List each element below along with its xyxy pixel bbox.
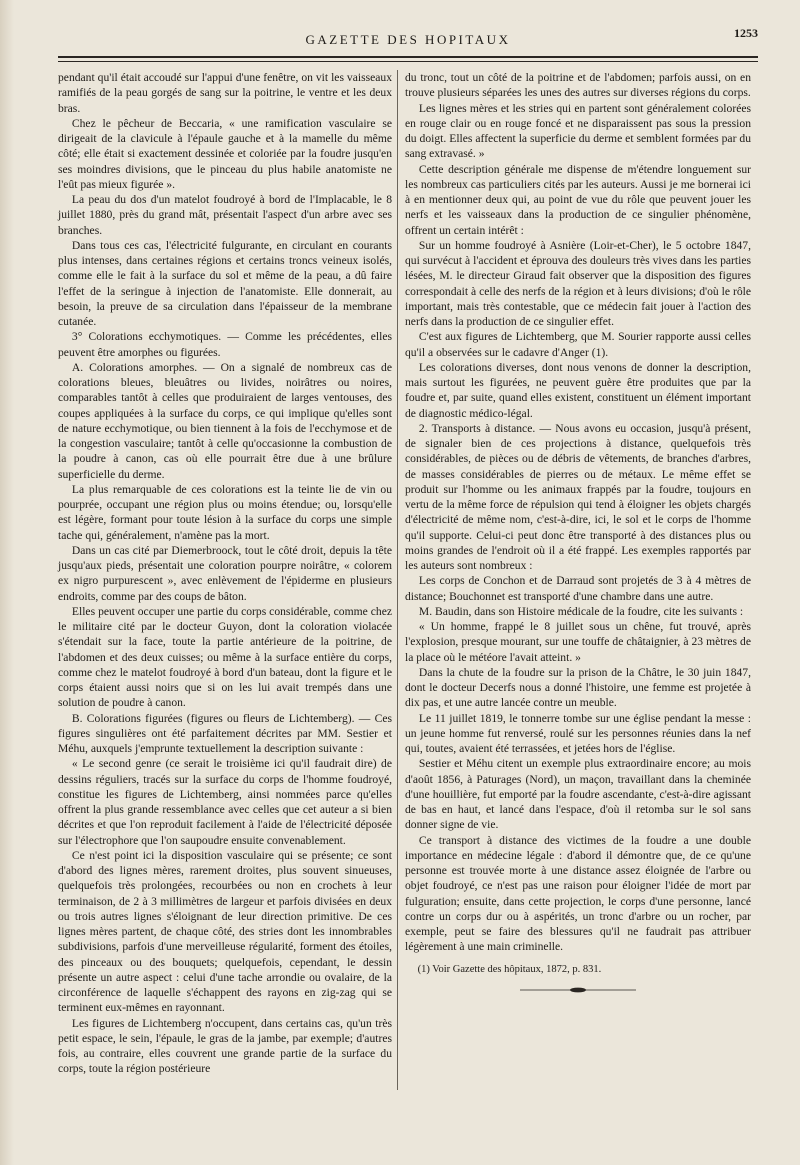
paragraph: Le 11 juillet 1819, le tonnerre tombe sur une église pendant la messe : un jeune homme fut renversé, roulé sur les personnes réunies dans la nef qui, toutes, avaient été terrassées, et jetées hors de l'église. bbox=[405, 711, 751, 755]
paragraph: Ce n'est point ici la disposition vasculaire qui se présente; ce sont d'abord des lignes mères, rarement droites, plus souvent sinueuses, quelquefois très prolongées, recourbées ou non en crochets à leur terminaison, de 2 à 3 millimètres de largeur et parfois divisées en deux ou trois autres lignes s'éloignant de leur direction primitive. De ces lignes mères partent, de chaque côté, des stries dont les innombrables subdivisions, parfois d'une merveilleuse régularité, forment des étoiles, des pinceaux ou des bouquets; quelquefois, cependant, le dessin présente un autre aspect : celui d'une tache arrondie ou ovalaire, de la circonférence de laquelle s'échappent des rayons en zig-zag qui se terminent eux-mêmes en rayonnant. bbox=[58, 848, 392, 1015]
header-rule-thick bbox=[58, 56, 758, 58]
paragraph: « Le second genre (ce serait le troisième ici qu'il faudrait dire) de dessins réguliers, tracés sur la surface du corps de l'homme foudroyé, constitue les figures de Lichtemberg, ainsi nommées parce qu'elles offrent la plus grande ressemblance avec celles que cet auteur a si bien décrites et que l'on reproduit facilement à l'aide de l'électricité déposée sur l'électrophore que l'on saupoudre ensuite convenablement. bbox=[58, 757, 392, 847]
paragraph: La peau du dos d'un matelot foudroyé à bord de l'Implacable, le 8 juillet 1880, près du grand mât, présentait l'aspect d'un arbre avec ses branches. bbox=[58, 193, 392, 237]
paragraph: Chez le pêcheur de Beccaria, « une ramification vasculaire se dirigeait de la clavicule à l'épaule gauche et à la mamelle du même côté; elle était si exactement dessinée et coloriée par la foudre jusqu'en ses moindres divisions, que le pinceau du plus habile anatomiste ne l'eût pas mieux figurée ». bbox=[58, 116, 392, 191]
section-heading-paragraph: 3° Colorations ecchymotiques. — Comme les précédentes, elles peuvent être amorphes ou figurées. bbox=[58, 330, 392, 359]
header-rule-thin bbox=[58, 61, 758, 62]
paragraph: Les lignes mères et les stries qui en partent sont généralement colorées en rouge clair ou en rouge foncé et ne disparaissent pas sous la pression du doigt. Elles affectent la superficie du derme et semblent formées par du sang extravasé. » bbox=[405, 101, 751, 161]
running-title: GAZETTE DES HOPITAUX bbox=[305, 32, 511, 47]
paragraph: Dans un cas cité par Diemerbroock, tout le côté droit, depuis la tête jusqu'aux pieds, présentait une coloration pourpre noirâtre, « colorem ex nigro purpurescent », avec enlèvement de l'épiderme en plusieurs endroits, comme par des coups de bâton. bbox=[58, 543, 392, 603]
section-heading-paragraph: 2. Transports à distance. — Nous avons eu occasion, jusqu'à présent, de signaler bien de ces projections à distance, quelquefois très considérables, de pièces ou de débris de vêtements, de branches d'arbres, de masses considérables de pierres ou de métaux. Le même effet se produit sur l'homme ou les animaux frappés par la foudre, toujours en vertu de la même force de répulsion qui tend à éloigner les objets chargés d'électricité de même nom, c'est-à-dire, ici, le sol et le corps de l'homme qu'il supporte. Celui-ci peut donc être transporté à des distances plus ou moins grandes de l'endroit où il a été frappé. Les exemples rapportés par les auteurs sont nombreux : bbox=[405, 421, 751, 572]
left-column bbox=[58, 70, 392, 1077]
paragraph: pendant qu'il était accoudé sur l'appui d'une fenêtre, on vit les vaisseaux ramifiés de la peau gorgés de sang sur la poitrine, le ventre et les deux bras. bbox=[58, 71, 392, 115]
end-ornament bbox=[518, 985, 638, 995]
paragraph: Dans tous ces cas, l'électricité fulgurante, en circulant en courants plus intenses, dans certaines régions et certains troncs veineux isolés, comme elle le fait à la surface du sol et même de la peau, a dû faire l'effet de la seringue à injection de l'anatomiste. Elle donnerait, au besoin, la preuve de sa circulation dans l'épaisseur de la membrane cutanée. bbox=[58, 238, 392, 328]
paragraph: Les figures de Lichtemberg n'occupent, dans certains cas, qu'un très petit espace, le sein, l'épaule, le gras de la jambe, par exemple; d'autres fois, au contraire, elles couvrent une grande partie de la surface du corps, toute la région postérieure bbox=[58, 1016, 392, 1076]
page-number: 1253 bbox=[734, 26, 758, 40]
paragraph: C'est aux figures de Lichtemberg, que M. Sourier rapporte aussi celles qu'il a observées sur le cadavre d'Anger (1). bbox=[405, 330, 751, 359]
paragraph: Elles peuvent occuper une partie du corps considérable, comme chez le militaire cité par le docteur Guyon, dont la coloration violacée s'étendait sur la face, toute la partie antérieure de la poitrine, de l'abdomen et des deux cuisses; ou même à la surface entière du corps, comme chez le matelot foudroyé à bord d'un bateau, dont la figure et le corps étaient aussi noirs que si on les lui avait trempés dans une solution de poudre à canon. bbox=[58, 604, 392, 710]
footnote: (1) Voir Gazette des hôpitaux, 1872, p. 831. bbox=[417, 963, 602, 975]
paragraph: A. Colorations amorphes. — On a signalé de nombreux cas de colorations bleues, bleuâtres ou livides, noirâtres ou noires, comparables tantôt à celles que produiraient de larges ventouses, des coupes appliquées à la surface du corps, ce qui implique qu'elles sont de nature ecchymotique, ou bien tiennent à la fois de l'ecchymose et de la congestion vasculaire; tantôt à celle qu'occasionne la combustion de la poudre à canon, cas où elle pourrait être due à une brûlure superficielle du derme. bbox=[58, 360, 392, 481]
column-divider bbox=[397, 70, 398, 1090]
paragraph: Les colorations diverses, dont nous venons de donner la description, mais surtout les figurées, ne peuvent guère être produites que par la foudre et, par suite, quand elles existent, constituent un élément important de diagnostic médico-légal. bbox=[405, 360, 751, 420]
paragraph: « Un homme, frappé le 8 juillet sous un chêne, fut trouvé, après l'explosion, presque mourant, sur une touffe de châtaignier, à 23 mètres de la place où le météore l'avait atteint. » bbox=[405, 620, 751, 664]
paragraph: Ce transport à distance des victimes de la foudre a une double importance en médecine légale : d'abord il démontre que, de ce qu'une personne est trouvée morte à une distance assez éloignée de l'arbre ou objet foudroyé, ce n'est pas une raison pour éloigner l'idée de mort par fulguration; ensuite, dans cette projection, le corps d'une personne, lancé contre un corps dur ou à aspérités, un tronc d'arbre ou un rocher, par exemple, peut se faire des blessures qu'il ne faudrait pas attribuer légèrement à une main criminelle. bbox=[405, 833, 751, 954]
paragraph: Sur un homme foudroyé à Asnière (Loir-et-Cher), le 5 octobre 1847, qui survécut à l'accident et éprouva des douleurs très vives dans les parties lésées, M. le directeur Giraud fait observer que la disposition des figures correspondait à celle des nerfs de la région et à leurs divisions; d'où le rôle important, mais très contestable, que ce médecin fait jouer à l'action des nerfs dans la production de ce singulier effet. bbox=[405, 238, 751, 328]
page-edge-shadow bbox=[0, 0, 14, 1165]
paragraph: du tronc, tout un côté de la poitrine et de l'abdomen; parfois aussi, on en trouve plusieurs séparées les unes des autres sur diverses régions du corps. bbox=[405, 71, 751, 100]
paragraph: M. Baudin, dans son Histoire médicale de la foudre, cite les suivants : bbox=[418, 604, 744, 618]
paragraph: Sestier et Méhu citent un exemple plus extraordinaire encore; au mois d'août 1856, à Paturages (Nord), un maçon, travaillant dans la cheminée d'une houillière, fut emporté par la foudre ascendante, c'est-à-dire agissant de bas en haut, et lancé dans l'espace, d'où il retomba sur le sol sans donner signe de vie. bbox=[405, 757, 751, 832]
right-column bbox=[405, 70, 751, 995]
paragraph: Les corps de Conchon et de Darraud sont projetés de 3 à 4 mètres de distance; Bouchonnet est transporté d'une chambre dans une autre. bbox=[405, 574, 751, 603]
paragraph: B. Colorations figurées (figures ou fleurs de Lichtemberg). — Ces figures singulières ont été parfaitement décrites par MM. Sestier et Méhu, auxquels j'emprunte textuellement la description suivante : bbox=[58, 711, 392, 755]
page-header bbox=[58, 26, 758, 54]
paragraph: La plus remarquable de ces colorations est la teinte lie de vin ou pourprée, occupant une région plus ou moins étendue; ou, lorsqu'elle est légère, formant pour toute lésion à la surface du corps une simple tache qui, généralement, n'amène pas la mort. bbox=[58, 482, 392, 542]
paragraph: Dans la chute de la foudre sur la prison de la Châtre, le 30 juin 1847, dont le docteur Decerfs nous a donné l'histoire, une femme est projetée à dix pas, et une autre lancée contre un meuble. bbox=[405, 665, 751, 710]
paragraph: Cette description générale me dispense de m'étendre longuement sur les nombreux cas particuliers cités par les auteurs. Aussi je me bornerai ici à en mentionner deux qui, au point de vue du rôle que peuvent jouer les nerfs et les vaisseaux dans la production de ce singulier phénomène, offrent un certain intérêt : bbox=[405, 162, 751, 237]
